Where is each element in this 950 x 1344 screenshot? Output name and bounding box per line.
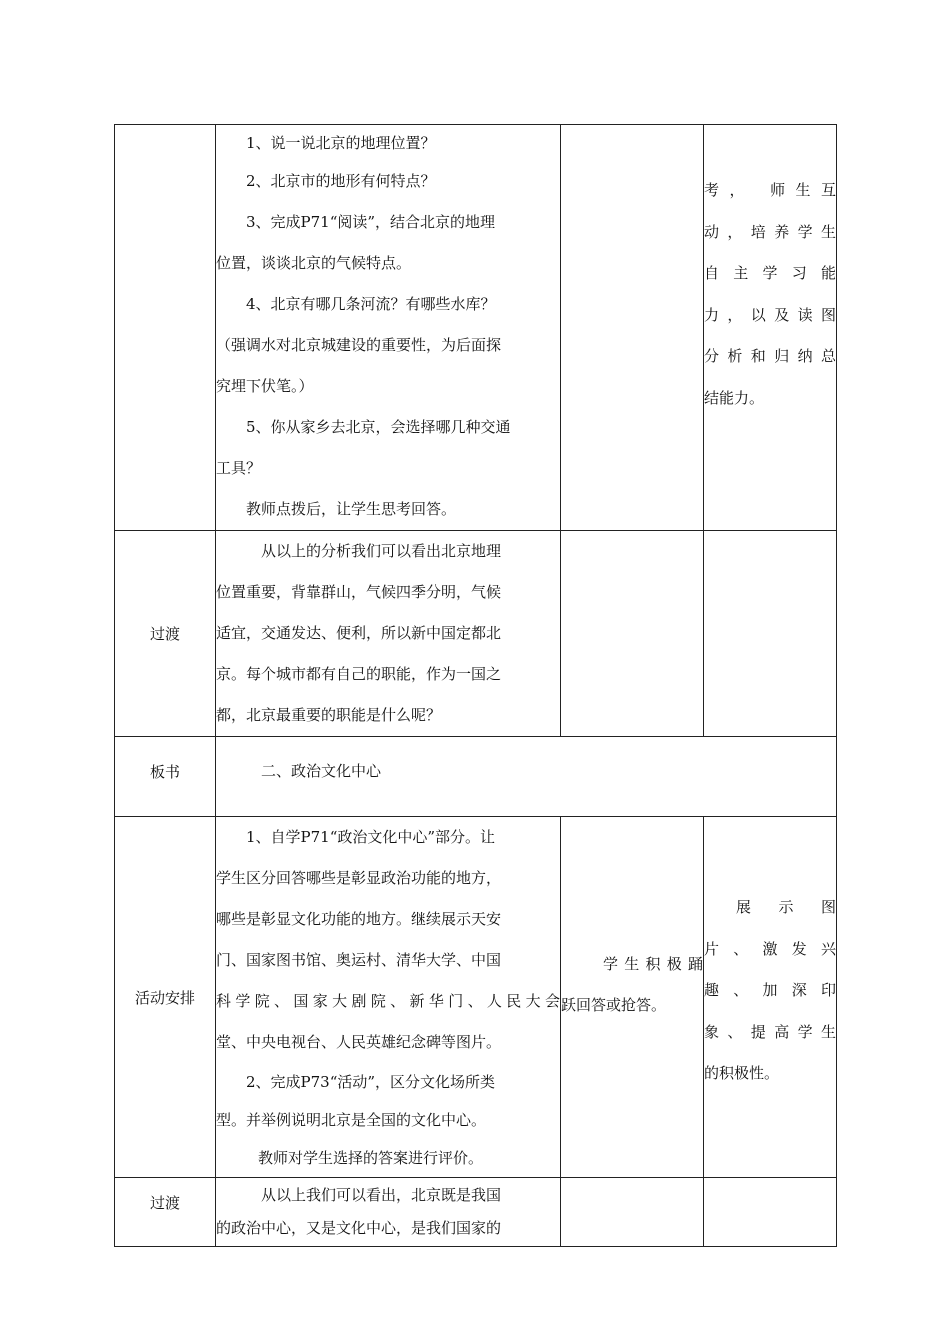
text-line: 的积极性。 [704,1064,780,1082]
text-line: 结能力。 [704,388,765,407]
text-line: 象、提高学生 [704,1022,836,1041]
text-line: 门、国家图书馆、奥运村、清华大学、中国 [216,951,502,969]
lesson-plan-table [114,124,837,1247]
text-line: 学生积极踊 [603,954,703,973]
student-activity-cell [561,817,704,1178]
table-row [115,1178,837,1247]
row-label: 过渡 [115,1178,216,1247]
text-line: 学生区分回答哪些是彰显政治功能的地方， [216,869,502,887]
text-line: 从以上的分析我们可以看出北京地理 [261,542,502,560]
teacher-activity-cell [216,817,561,1178]
text-line: 科学院、国家大剧院、新华门、人民大会 [216,992,560,1010]
text-line: 工具？ [216,459,262,477]
text-line: 型。并举例说明北京是全国的文化中心。 [216,1111,487,1129]
text-line: 位置重要，背靠群山，气候四季分明，气候 [216,583,502,601]
student-activity-cell [561,531,704,737]
text-line: 哪些是彰显文化功能的地方。继续展示天安 [216,910,502,928]
table-row [115,125,837,531]
table-row [115,817,837,1178]
text-line: 从以上我们可以看出，北京既是我国 [261,1186,502,1204]
text-line: 力，以及读图 [704,305,836,324]
row-label: 活动安排 [115,817,216,1178]
teacher-activity-cell [216,531,561,737]
text-line: 1、说一说北京的地理位置？ [246,134,436,152]
text-line: 分析和归纳总 [704,347,836,365]
text-line: 1、自学P71“政治文化中心”部分。让 [246,828,496,846]
text-line: 京。每个城市都有自己的职能，作为一国之 [216,665,502,683]
row-label: 板书 [115,737,216,817]
table-row [115,531,837,737]
text-line: 5、你从家乡去北京，会选择哪几种交通 [246,418,511,436]
text-line: 位置，谈谈北京的气候特点。 [216,254,412,272]
teacher-activity-cell [216,1178,561,1247]
text-line: 2、北京市的地形有何特点？ [246,172,436,190]
text-line: 究埋下伏笔。） [216,377,314,395]
text-line: 跃回答或抢答。 [561,996,667,1014]
teacher-activity-cell [216,125,561,531]
text-line: 4、北京有哪几条河流？有哪些水库？ [246,295,496,313]
text-line: 趣、加深印 [704,981,836,999]
design-intent-cell [704,125,837,531]
design-intent-cell [704,531,837,737]
text-line: 适宜，交通发达、便利，所以新中国定都北 [216,624,502,642]
text-line: 片、激发兴 [704,939,836,958]
text-line: 动，培养学生 [704,222,836,241]
text-line: 3、完成P71“阅读”，结合北京的地理 [246,213,496,231]
text-line: 考， 师生互 [704,181,836,199]
text-line: 自主学习能 [704,264,836,282]
design-intent-cell [704,1178,837,1247]
text-line: 都，北京最重要的职能是什么呢？ [216,706,442,724]
blackboard-heading: 二、政治文化中心 [261,762,382,780]
text-line: 堂、中央电视台、人民英雄纪念碑等图片。 [216,1033,502,1051]
student-activity-cell [561,125,704,531]
text-line: 的政治中心，又是文化中心，是我们国家的 [216,1219,502,1237]
text-line: 展示图 [736,898,836,916]
row-label: 过渡 [115,531,216,737]
row-label [115,125,216,531]
text-line: 2、完成P73“活动”，区分文化场所类 [246,1073,496,1091]
text-line: （强调水对北京城建设的重要性，为后面探 [216,336,502,354]
text-line: 教师点拨后，让学生思考回答。 [246,500,457,518]
design-intent-cell [704,817,837,1178]
student-activity-cell [561,1178,704,1247]
table-row [115,737,837,817]
text-line: 教师对学生选择的答案进行评价。 [258,1149,484,1167]
blackboard-cell [216,737,837,817]
